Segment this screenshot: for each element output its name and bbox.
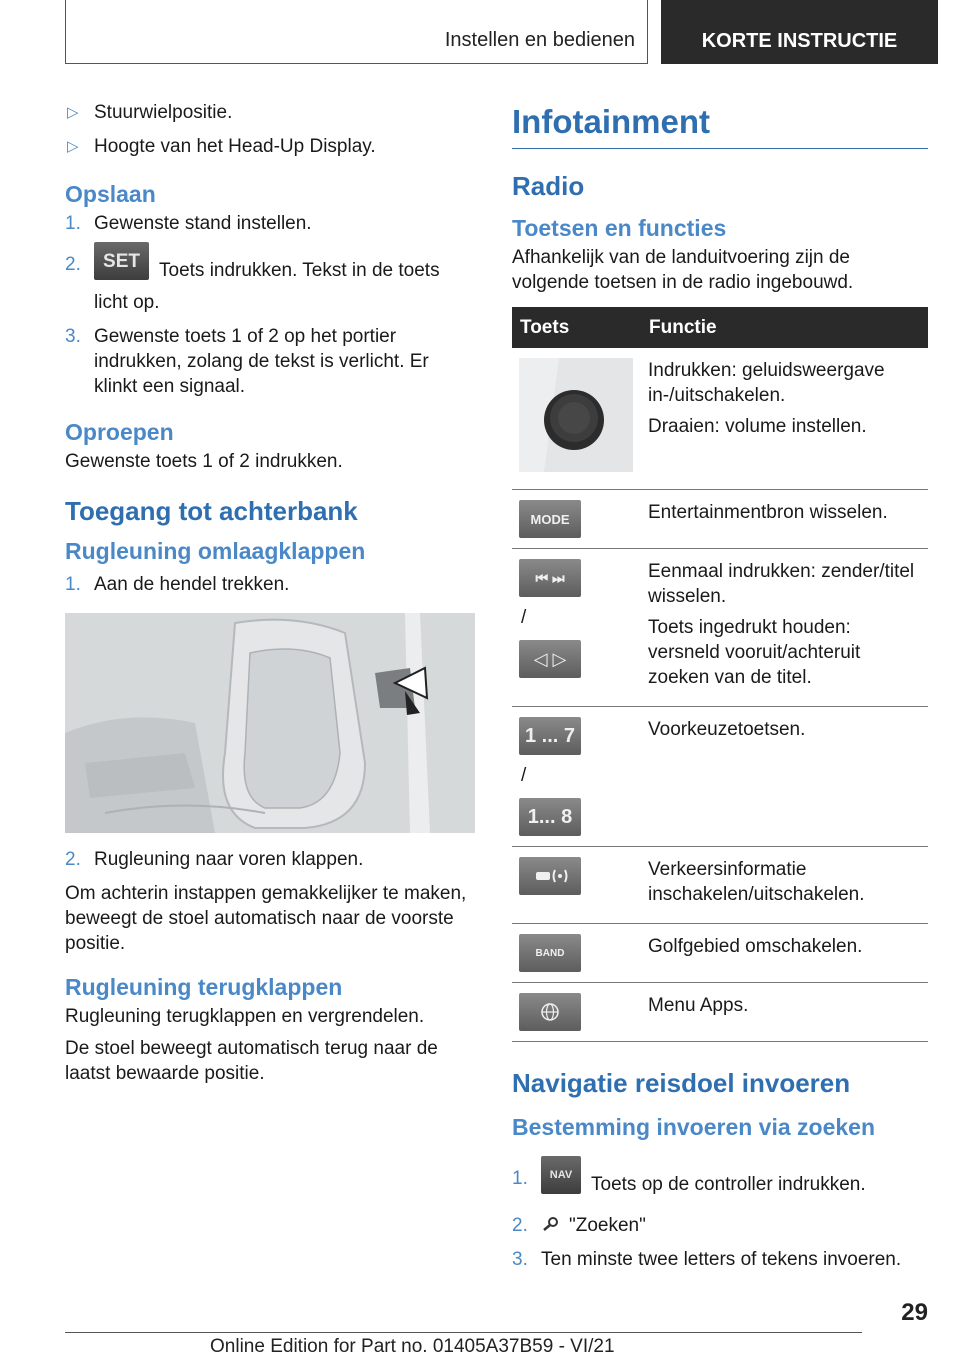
left-column <box>65 100 475 1093</box>
arrow-left-right-buttons-icon: ◁ ▷ <box>519 640 581 678</box>
apps-globe-icon <box>519 993 581 1031</box>
table-row: 1 ... 7 / 1... 8 Voorkeuzetoetsen. <box>512 707 928 847</box>
step-item: 3. Ten minste twee letters of tekens invoeren. <box>512 1249 902 1270</box>
omlaag-paragraph: Om achterin instappen gemakkelijker te maken, beweegt de stoel automatisch naar de voorste positie. <box>65 883 467 954</box>
step-item: 1. Aan de hendel trekken. <box>65 574 290 595</box>
preset-1-8-buttons-icon: 1... 8 <box>519 798 581 836</box>
skip-track-buttons-icon: ⏮ ⏭ <box>519 559 581 597</box>
step-item: 2. Rugleuning naar voren klappen. <box>65 849 364 870</box>
table-row: MODE Entertainmentbron wisselen. <box>512 490 928 549</box>
nav-button-icon: NAV <box>541 1156 581 1194</box>
adjust-bullets <box>65 100 475 159</box>
navigatie-heading: Navigatie reisdoel invoeren <box>512 1068 851 1098</box>
bullet-item: ▷ Stuurwielpositie. <box>67 102 233 123</box>
search-magnifier-icon <box>541 1216 561 1232</box>
radio-heading: Radio <box>512 171 585 201</box>
triangle-bullet-icon: ▷ <box>67 104 79 121</box>
set-button-icon: SET <box>94 242 149 280</box>
right-column <box>512 100 928 1281</box>
opslaan-heading: Opslaan <box>65 181 156 207</box>
step-item: 3. Gewenste toets 1 of 2 op het portier indrukken, zolang de tekst is verlicht. Er klinkt een signaal. <box>65 326 429 397</box>
radio-intro: Afhankelijk van de landuitvoering zijn de volgende toetsen in de radio ingebouwd. <box>512 247 854 293</box>
opslaan-steps <box>65 211 475 399</box>
volume-knob-icon <box>519 358 633 472</box>
terug-paragraph-2: De stoel beweegt automatisch terug naar de laatst bewaarde positie. <box>65 1038 438 1084</box>
omlaag-steps-2 <box>65 847 475 872</box>
preset-1-7-buttons-icon: 1 ... 7 <box>519 717 581 755</box>
mode-button-icon: MODE <box>519 500 581 538</box>
toegang-heading: Toegang tot achterbank <box>65 496 358 526</box>
infotainment-title: Infotainment <box>512 100 928 149</box>
header-section-title: Instellen en bedienen <box>444 29 635 51</box>
terug-heading: Rugleuning terugklappen <box>65 974 343 1000</box>
car-seat-illustration <box>65 613 475 833</box>
band-button-icon: BAND <box>519 934 581 972</box>
header-chapter-tab: KORTE INSTRUCTIE <box>661 0 938 64</box>
page-number: 29 <box>901 1299 928 1326</box>
nav-steps <box>512 1166 928 1272</box>
omlaag-heading: Rugleuning omlaagklappen <box>65 538 366 564</box>
oproepen-heading: Oproepen <box>65 419 174 445</box>
traffic-info-icon <box>519 857 581 895</box>
step-item: 1. Gewenste stand instellen. <box>65 213 312 234</box>
step-item: 2. "Zoeken" <box>512 1215 646 1236</box>
footer-edition-text: Online Edition for Part no. 01405A37B59 - VI/21 <box>210 1336 615 1357</box>
table-row: Indrukken: geluidsweergave in-/uitschakelen. Draaien: volume instellen. <box>512 348 928 490</box>
table-header-row <box>512 307 928 348</box>
col-header-function: Functie <box>641 307 928 348</box>
step-item: 2. SET Toets indrukken. Tekst in de toets licht op. <box>65 252 475 315</box>
step-item: 1. NAV Toets op de controller indrukken. <box>512 1166 928 1204</box>
toetsen-heading: Toetsen en functies <box>512 215 727 241</box>
radio-keys-table <box>512 307 928 1042</box>
table-row: ⏮ ⏭ / ◁ ▷ Eenmaal indrukken: zender/titel wisselen. Toets ingedrukt houden: versneld vooruit/achteruit zoeken van de titel. <box>512 549 928 707</box>
bestemming-heading: Bestemming invoeren via zoeken <box>512 1114 876 1140</box>
footer-divider <box>65 1332 862 1333</box>
terug-paragraph-1: Rugleuning terugklappen en vergrendelen. <box>65 1006 425 1027</box>
table-row: Menu Apps. <box>512 983 928 1042</box>
header-section-box <box>65 0 648 64</box>
table-row: Verkeersinformatie inschakelen/uitschakelen. <box>512 847 928 924</box>
triangle-bullet-icon: ▷ <box>67 138 79 155</box>
seat-lever-photo <box>65 613 475 833</box>
col-header-key: Toets <box>512 307 641 348</box>
table-row: BAND Golfgebied omschakelen. <box>512 924 928 983</box>
oproepen-text: Gewenste toets 1 of 2 indrukken. <box>65 451 343 472</box>
bullet-item: ▷ Hoogte van het Head-Up Display. <box>67 136 376 157</box>
omlaag-steps-1 <box>65 572 475 597</box>
